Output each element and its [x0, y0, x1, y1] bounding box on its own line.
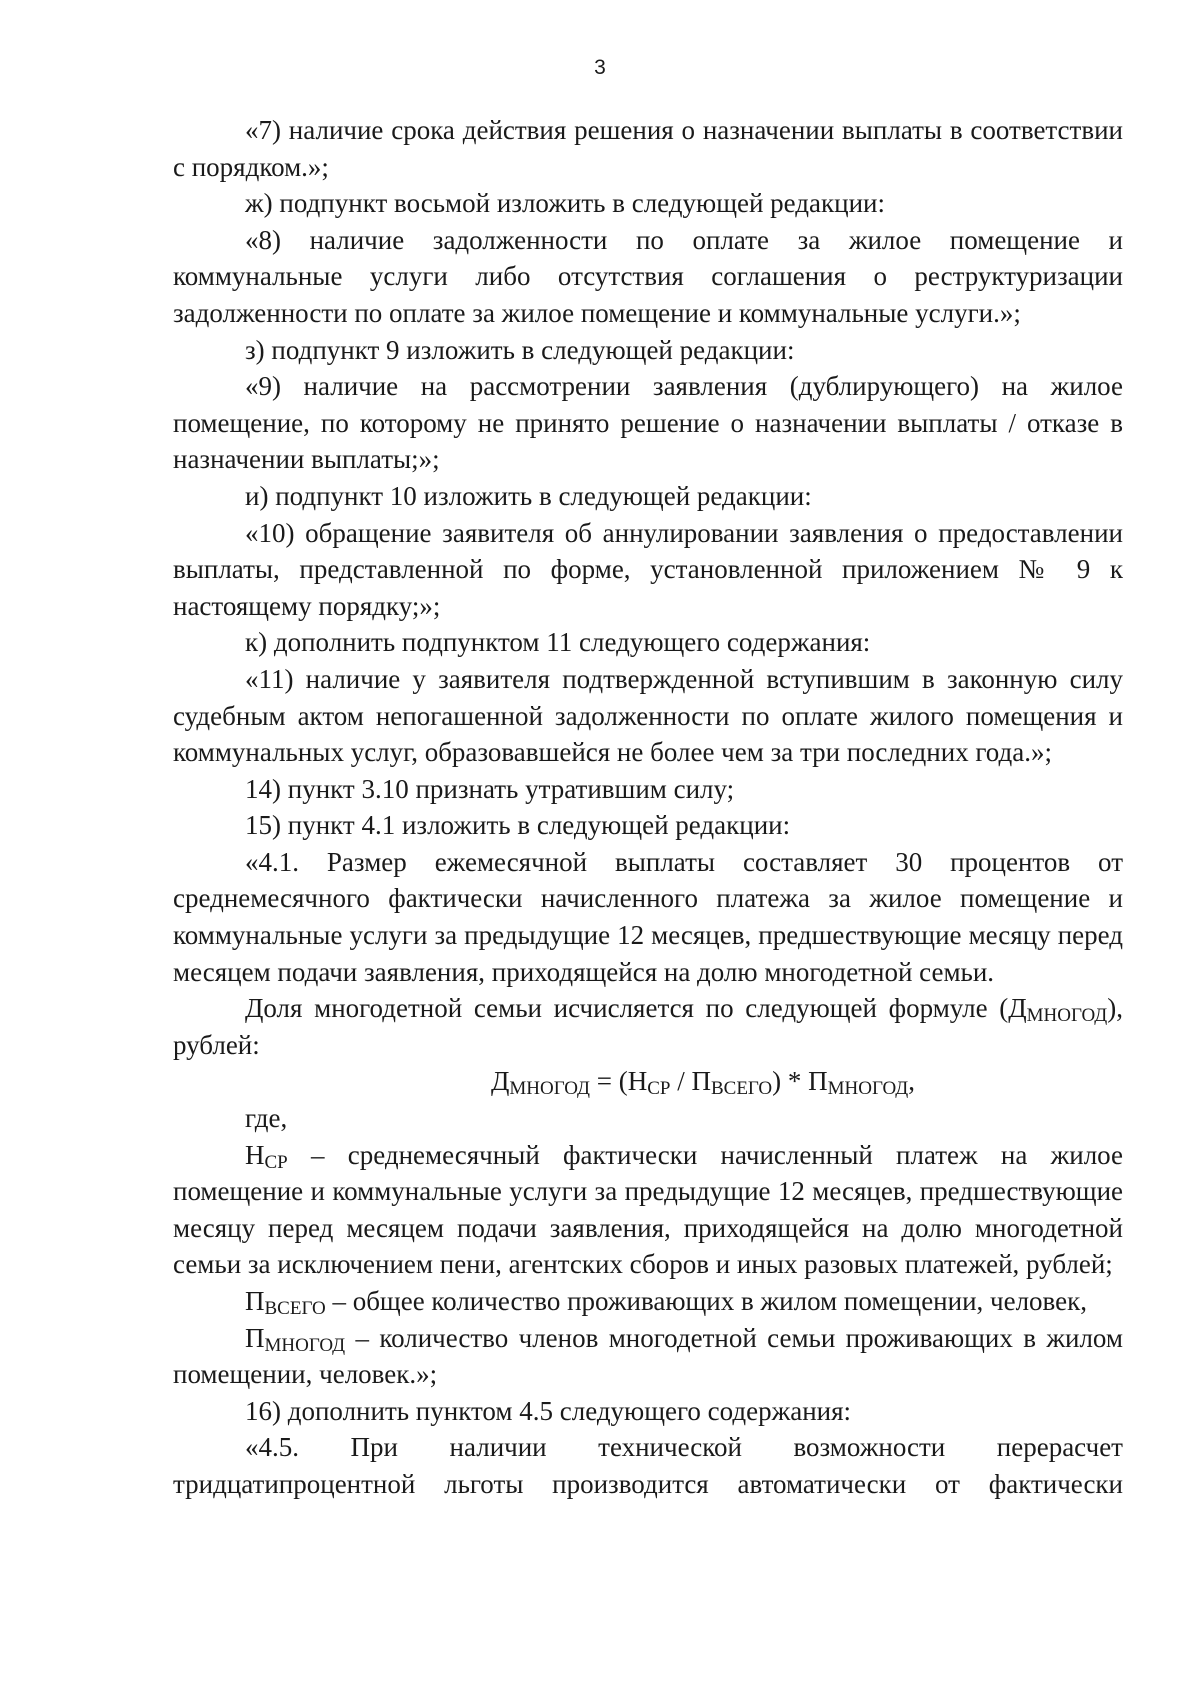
paragraph-8-quote: «8) наличие задолженности по оплате за жилое помещение и коммунальные услуги либо отсутствия соглашения о реструктуризации задолженности по оплате за жилое помещение и коммунальные услуги.»; — [173, 224, 1123, 328]
formula-mult: ) * П — [772, 1066, 828, 1097]
formula-d-subscript: МНОГОД — [509, 1078, 590, 1100]
paragraph-share-definition — [173, 990, 1123, 1063]
paragraph-11-quote: «11) наличие у заявителя подтвержденной вступившим в законную силу судебным актом непогашенной задолженности по оплате жилого помещения и коммунальных услуг, образовавшейся не более чем за три последних года.»; — [173, 663, 1123, 768]
formula-h-subscript: СР — [647, 1078, 671, 1100]
paragraph-10-quote: «10) обращение заявителя об аннулировании заявления о предоставлении выплаты, представленной по форме, установленной приложением № 9 к настоящему порядку;»; — [173, 517, 1123, 621]
definition-pvsego — [173, 1283, 1123, 1320]
pvsego-text: – общее количество проживающих в жилом помещении, человек, — [325, 1286, 1088, 1316]
pmnogod-symbol: П — [245, 1322, 265, 1353]
paragraph-4-5-quote: «4.5. При наличии технической возможности перерасчет тридцатипроцентной льготы производится автоматически от фактически — [173, 1432, 1123, 1499]
formula-m-subscript: МНОГОД — [827, 1078, 909, 1100]
formula — [173, 1063, 1123, 1100]
share-subscript: МНОГОД — [1026, 1005, 1108, 1027]
paragraph-15: 15) пункт 4.1 изложить в следующей редакции: — [245, 810, 791, 841]
paragraph-4-1-quote: «4.1. Размер ежемесячной выплаты составляет 30 процентов от среднемесячного фактически начисленного платежа за жилое помещение и коммунальные услуги за предыдущие 12 месяцев, предшествующие месяцу перед месяцем подачи заявления, приходящейся на долю многодетной семьи. — [173, 846, 1123, 987]
paragraph-14: 14) пункт 3.10 признать утратившим силу; — [245, 773, 735, 804]
definition-pmnogod — [173, 1320, 1123, 1393]
paragraph-zh: ж) подпункт восьмой изложить в следующей редакции: — [245, 188, 885, 219]
share-text-post: ), рублей: — [173, 993, 1123, 1060]
formula-p-subscript: ВСЕГО — [710, 1078, 773, 1100]
where-label: где, — [245, 1103, 288, 1134]
definition-hsr — [173, 1137, 1123, 1283]
page-number: 3 — [594, 56, 606, 79]
paragraph-7-quote: «7) наличие срока действия решения о назначении выплаты в соответствии с порядком.»; — [173, 115, 1123, 182]
paragraph-9-quote: «9) наличие на рассмотрении заявления (дублирующего) на жилое помещение, по которому не принято решение о назначении выплаты / отказе в назначении выплаты;»; — [173, 371, 1123, 475]
document-body — [173, 112, 1123, 1503]
paragraph-16: 16) дополнить пунктом 4.5 следующего содержания: — [245, 1395, 852, 1426]
paragraph-z: з) подпункт 9 изложить в следующей редакции: — [245, 334, 795, 365]
formula-end: , — [908, 1066, 915, 1097]
hsr-subscript: СР — [264, 1151, 288, 1173]
paragraph-i: и) подпункт 10 изложить в следующей редакции: — [245, 480, 812, 511]
share-text-pre: Доля многодетной семьи исчисляется по следующей формуле (Д — [245, 993, 1027, 1024]
formula-d: Д — [490, 1066, 510, 1097]
paragraph-k: к) дополнить подпунктом 11 следующего содержания: — [245, 627, 871, 658]
pmnogod-subscript: МНОГОД — [264, 1334, 346, 1356]
hsr-text: – среднемесячный фактически начисленный платеж на жилое помещение и коммунальные услуги за предыдущие 12 месяцев, предшествующие месяцу перед месяцем подачи заявления, приходящейся на долю многодетной семьи за исключением пени, агентских сборов и иных разовых платежей, рублей; — [173, 1139, 1123, 1280]
formula-eq: = (Н — [590, 1066, 648, 1097]
pvsego-subscript: ВСЕГО — [264, 1298, 326, 1319]
hsr-symbol: Н — [245, 1139, 265, 1170]
formula-slash: / П — [670, 1066, 711, 1097]
pvsego-symbol: П — [245, 1286, 265, 1316]
pmnogod-text: – количество членов многодетной семьи проживающих в жилом помещении, человек.»; — [173, 1322, 1123, 1390]
